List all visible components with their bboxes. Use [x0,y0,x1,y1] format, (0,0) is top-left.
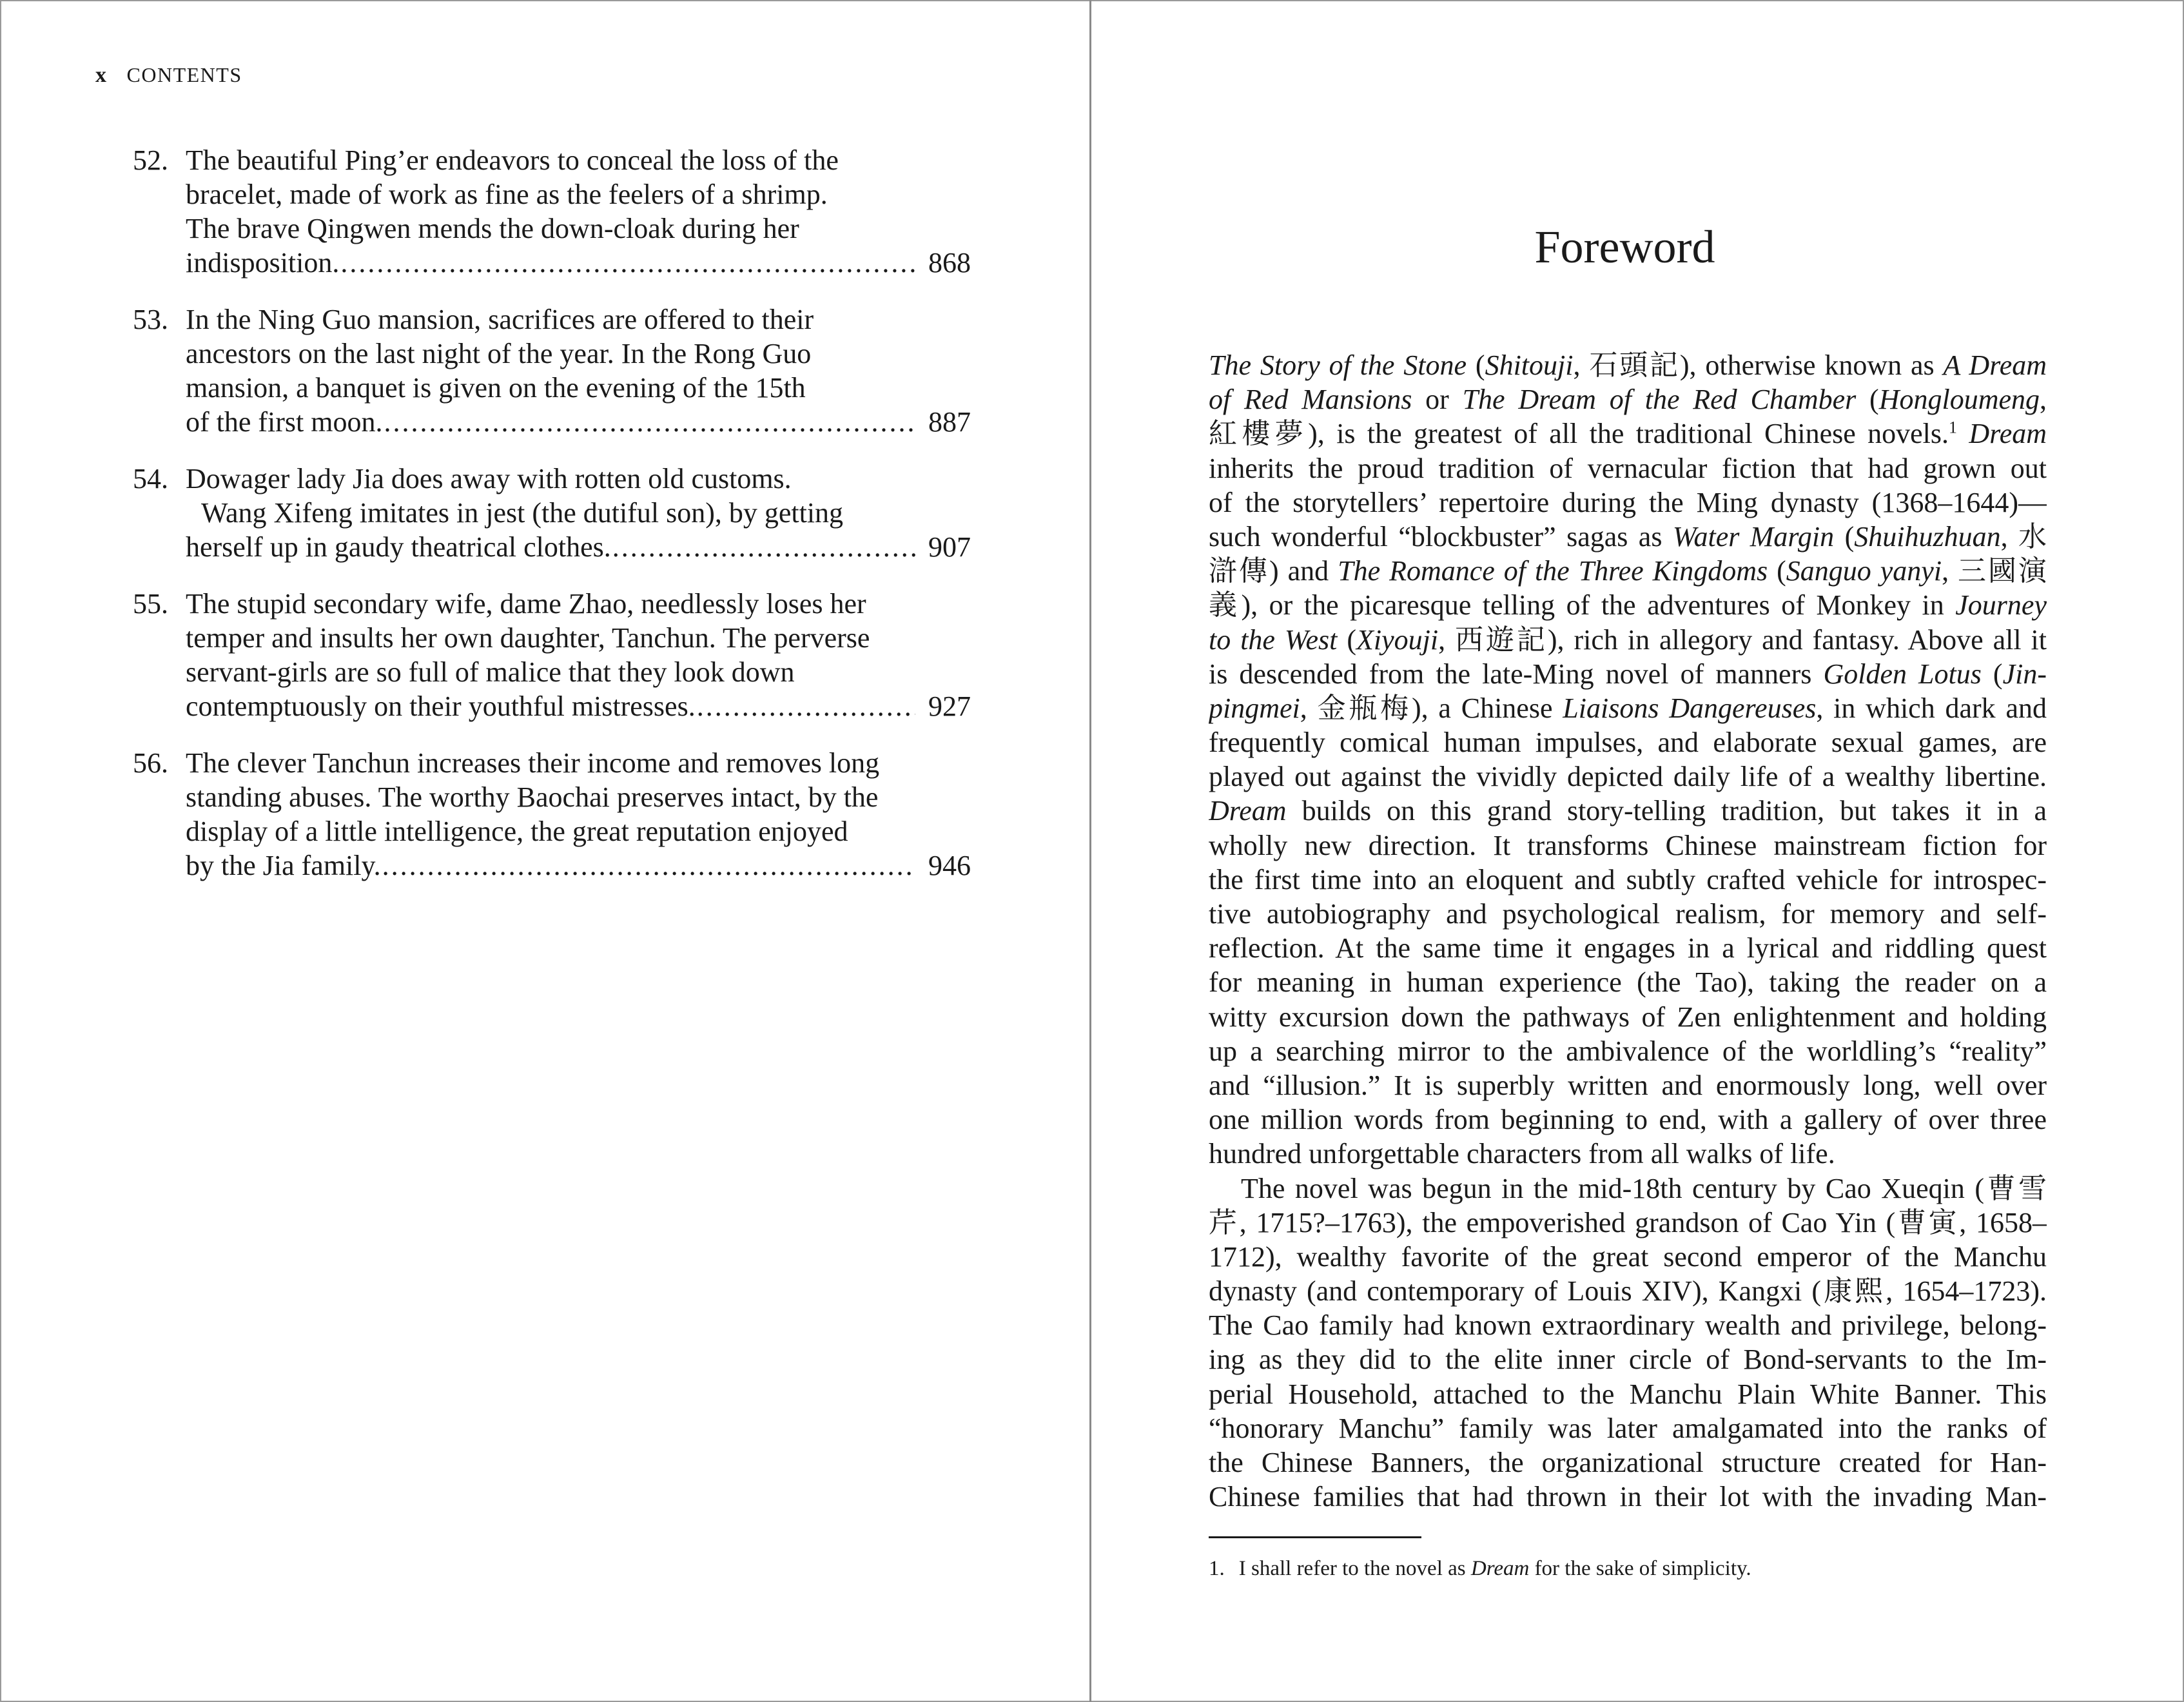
foreword-text-line: the Chinese Banners, the organizational structure created for Han- [1209,1447,2047,1478]
table-of-contents [133,143,971,905]
foreword-text-line: Dream builds on this grand story-telling tradition, but takes it in a [1209,795,2047,827]
toc-entry-line: The clever Tanchun increases their income and removes long [186,747,880,779]
contents-page [0,0,1089,1702]
foreword-text-line: wholly new direction. It transforms Chinese mainstream fiction for [1209,829,2047,861]
toc-entry-line: ancestors on the last night of the year. In the Rong Guo [186,338,812,369]
dot-leader [384,405,915,439]
foreword-text-line: 芹, 1715?–1763), the empoverished grandson of Cao Yin (曹寅, 1658– [1209,1206,2047,1238]
toc-entry [133,143,971,280]
foreword-title: Foreword [1534,221,1715,273]
footnote [1209,1554,1751,1583]
foreword-text-line: and “illusion.” It is superbly written and enormously long, well over [1209,1069,2047,1101]
foreword-text-line: reflection. At the same time it engages in a lyrical and riddling quest [1209,932,2047,964]
foreword-text-line: is descended from the late-Ming novel of manners Golden Lotus (Jin- [1209,658,2047,690]
foreword-text-line: pingmei, 金瓶梅), a Chinese Liaisons Dangereuses, in which dark and [1209,692,2047,724]
foreword-text-line: The novel was begun in the mid-18th century by Cao Xueqin (曹雪 [1241,1172,2047,1204]
toc-entry [133,302,971,439]
foreword-text-line: tive autobiography and psychological realism, for memory and self- [1209,898,2047,930]
toc-entry-last-line [186,405,971,439]
toc-entry [133,587,971,723]
foreword-body [1209,348,2047,1514]
toc-entry [133,462,971,564]
page-folio: x [95,63,108,87]
foreword-text-line: inherits the proud tradition of vernacular fiction that had grown out [1209,452,2047,484]
toc-page-number: 868 [928,247,971,279]
running-head-title: CONTENTS [126,63,242,86]
foreword-page [1091,0,2184,1702]
toc-page-number: 907 [928,531,971,563]
foreword-text-line: Chinese families that had thrown in their lot with the invading Man- [1209,1481,2047,1513]
toc-entry-number: 56. [133,747,168,779]
toc-entry-line: herself up in gaudy theatrical clothes. [186,531,611,563]
toc-entry-last-line [186,246,971,280]
toc-entry-last-line [186,848,971,883]
dot-leader [697,689,915,723]
toc-entry-line: bracelet, made of work as fine as the feelers of a shrimp. [186,179,828,210]
foreword-text-line: 滸傳) and The Romance of the Three Kingdoms (Sanguo yanyi, 三國演 [1209,555,2047,587]
toc-entry-number: 53. [133,304,168,335]
toc-entry-number: 52. [133,144,168,176]
foreword-text-line: up a searching mirror to the ambivalence of the worldling’s “reality” [1209,1035,2047,1067]
footnote-text: I shall refer to the novel as Dream for the sake of simplicity. [1238,1557,1751,1580]
foreword-text-line: The Story of the Stone (Shitouji, 石頭記), otherwise known as A Dream [1209,349,2047,381]
toc-entry-line: by the Jia family. [186,850,381,881]
foreword-text-line: perial Household, attached to the Manchu Plain White Banner. This [1209,1378,2047,1410]
foreword-text-line: 紅樓夢), is the greatest of all the traditional Chinese novels.$^1$ Dream [1209,418,2047,450]
foreword-text-line: such wonderful “blockbuster” sagas as Water Margin (Shuihuzhuan, 水 [1209,520,2047,553]
foreword-text-line: The Cao family had known extraordinary wealth and privilege, belong- [1209,1309,2047,1342]
toc-entry-line: contemptuously on their youthful mistresses. [186,690,696,722]
toc-entry-line: The beautiful Ping’er endeavors to conceal the loss of the [186,144,839,176]
foreword-text-line: of Red Mansions or The Dream of the Red Chamber (Hongloumeng, [1209,384,2047,416]
toc-page-number: 946 [928,850,971,881]
foreword-text-line: for meaning in human experience (the Tao), taking the reader on a [1209,966,2047,999]
foreword-text-line: “honorary Manchu” family was later amalgamated into the ranks of [1209,1412,2047,1444]
foreword-text-line: played out against the vividly depicted daily life of a wealthy libertine. [1209,761,2047,793]
toc-entry-line: of the first moon. [186,406,383,438]
footnote-rule [1209,1536,1421,1538]
footnote-number: 1. [1209,1557,1225,1580]
toc-entry-last-line [186,689,971,723]
toc-entry-line: The stupid secondary wife, dame Zhao, needlessly loses her [186,588,866,620]
toc-entry-number: 54. [133,463,168,494]
foreword-text-line: frequently comical human impulses, and elaborate sexual games, are [1209,727,2047,759]
toc-entry-number: 55. [133,588,168,620]
foreword-text-line: the first time into an eloquent and subtly crafted vehicle for introspec- [1209,863,2047,895]
foreword-text-line: dynasty (and contemporary of Louis XIV), Kangxi (康熙, 1654–1723). [1209,1275,2047,1307]
foreword-text-line: witty excursion down the pathways of Zen enlightenment and holding [1209,1001,2047,1033]
toc-entry-line: Wang Xifeng imitates in jest (the dutiful son), by getting [201,497,844,529]
toc-entry-line: In the Ning Guo mansion, sacrifices are offered to their [186,304,814,335]
toc-entry-line: servant-girls are so full of malice that they look down [186,656,795,688]
foreword-text-line: 1712), wealthy favorite of the great second emperor of the Manchu [1209,1240,2047,1273]
foreword-text-line: one million words from beginning to end, with a gallery of over three [1209,1104,2047,1136]
toc-entry-line: standing abuses. The worthy Baochai preserves intact, by the [186,781,879,813]
foreword-text-line: ing as they did to the elite inner circle of Bond-servants to the Im- [1209,1344,2047,1376]
toc-entry-last-line [186,530,971,564]
toc-entry-line: display of a little intelligence, the great reputation enjoyed [186,816,848,847]
foreword-text-line: of the storytellers’ repertoire during the Ming dynasty (1368–1644)— [1209,486,2047,518]
toc-entry-line: temper and insults her own daughter, Tanchun. The perverse [186,622,870,654]
dot-leader [612,530,915,564]
toc-entry-line: indisposition. [186,247,340,279]
running-head [95,63,242,88]
toc-page-number: 887 [928,406,971,438]
dot-leader [382,848,915,883]
foreword-text-line: 義), or the picaresque telling of the adventures of Monkey in Journey [1209,589,2047,621]
toc-entry-line: Dowager lady Jia does away with rotten old customs. [186,463,792,494]
toc-entry-line: The brave Qingwen mends the down-cloak during her [186,213,799,244]
foreword-text-line: hundred unforgettable characters from all walks of life. [1209,1138,1835,1170]
toc-entry-line: mansion, a banquet is given on the evening of the 15th [186,372,806,404]
foreword-text-line: to the West (Xiyouji, 西遊記), rich in allegory and fantasy. Above all it [1209,623,2047,656]
toc-entry [133,746,971,883]
dot-leader [340,246,915,280]
toc-page-number: 927 [928,690,971,722]
